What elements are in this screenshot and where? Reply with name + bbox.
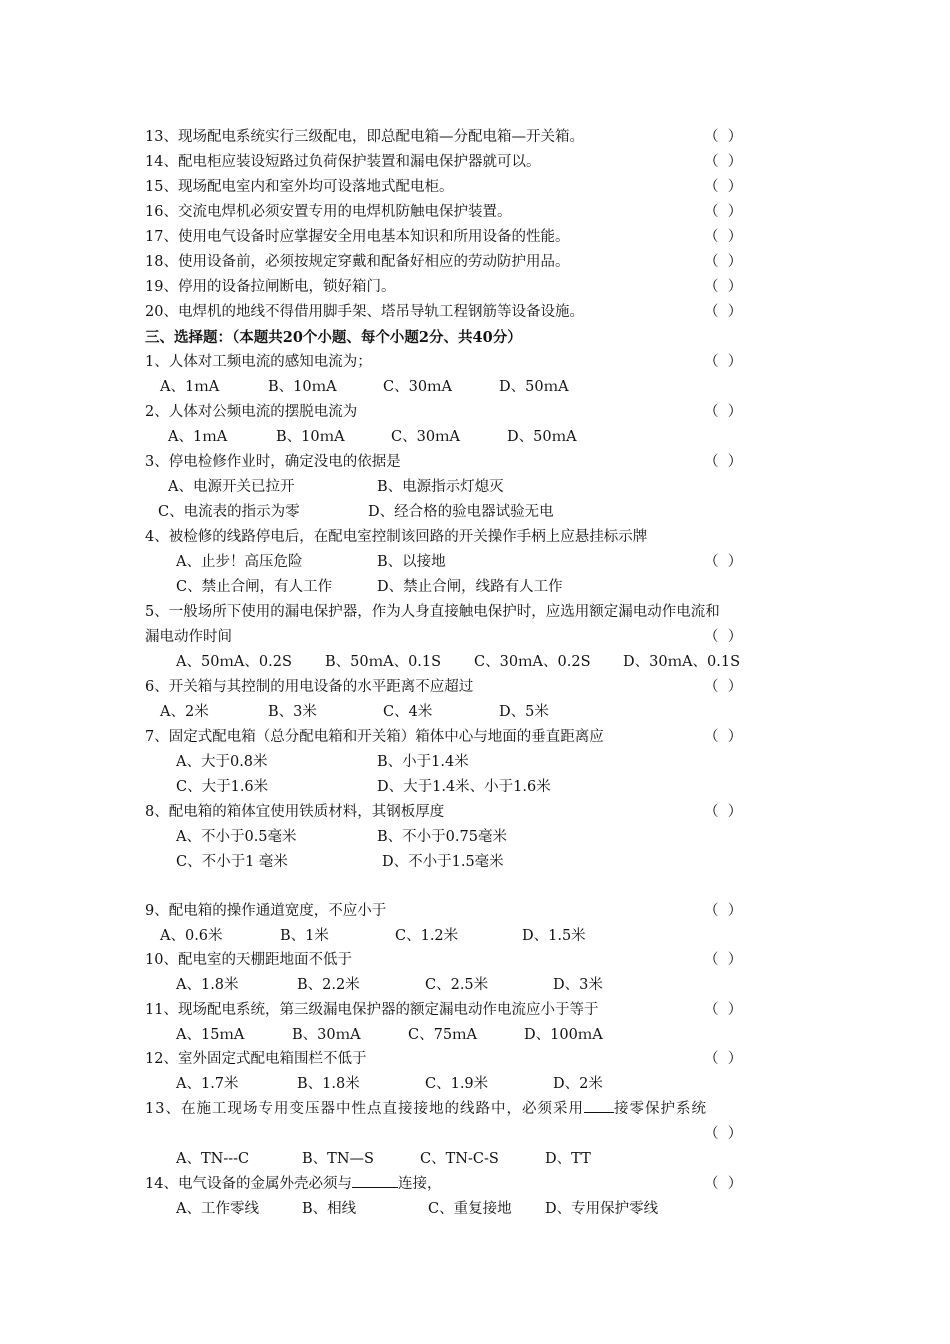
option-c: C、电流表的指示为零 xyxy=(158,504,300,520)
answer-parentheses: （ ） xyxy=(704,903,743,919)
question-text-part: 连接， xyxy=(397,1176,442,1192)
option-row xyxy=(0,825,950,850)
option-row xyxy=(0,425,950,450)
answer-parentheses: （ ） xyxy=(704,354,743,370)
option-b: B、10ｍA xyxy=(268,379,337,395)
option-a: A、2米 xyxy=(160,704,209,720)
question-stem-continued xyxy=(0,625,950,650)
question-stem xyxy=(0,998,950,1023)
question-stem xyxy=(0,1097,950,1122)
option-row xyxy=(0,375,950,400)
answer-parentheses: （ ） xyxy=(704,229,743,245)
answer-parentheses: （ ） xyxy=(704,729,743,745)
question-stem xyxy=(0,450,950,475)
tf-item xyxy=(0,300,950,325)
question-text: 9、配电箱的操作通道宽度，不应小于 xyxy=(145,903,387,919)
option-row xyxy=(0,750,950,775)
option-a: A、止步！高压危险 xyxy=(176,554,303,570)
answer-parentheses: （ ） xyxy=(704,304,743,320)
tf-item xyxy=(0,250,950,275)
option-row xyxy=(0,924,950,949)
option-b: B、不小于0.75毫米 xyxy=(377,829,507,845)
option-c: C、重复接地 xyxy=(428,1201,512,1217)
option-c: C、30ｍA、0.2S xyxy=(474,654,591,670)
option-row xyxy=(0,775,950,800)
option-d: D、1.5米 xyxy=(522,928,586,944)
option-b: B、3米 xyxy=(268,704,317,720)
option-row xyxy=(0,1023,950,1048)
tf-item-text: 20、电焊机的地线不得借用脚手架、塔吊导轨工程钢筋等设备设施。 xyxy=(145,304,584,320)
option-d: D、100ｍA xyxy=(524,1027,603,1043)
option-a: A、大于0.8米 xyxy=(176,754,268,770)
question-stem xyxy=(0,948,950,973)
tf-item xyxy=(0,275,950,300)
question-text: 7、固定式配电箱（总分配电箱和开关箱）箱体中心与地面的垂直距离应 xyxy=(145,729,604,745)
question-text: 11、现场配电系统，第三级漏电保护器的额定漏电动作电流应小于等于 xyxy=(145,1002,599,1018)
question-text: 2、人体对公频电流的摆脱电流为 xyxy=(145,404,358,420)
option-d: D、经合格的验电器试验无电 xyxy=(368,504,554,520)
option-b: B、1.8米 xyxy=(297,1076,360,1092)
option-d: D、3米 xyxy=(553,977,603,993)
tf-item xyxy=(0,175,950,200)
option-row xyxy=(0,700,950,725)
option-b: B、电源指示灯熄灭 xyxy=(377,479,504,495)
option-row xyxy=(0,575,950,600)
tf-item-text: 17、使用电气设备时应掌握安全用电基本知识和所用设备的性能。 xyxy=(145,229,570,245)
fill-blank xyxy=(584,1097,614,1113)
question-stem xyxy=(0,899,950,924)
question-stem xyxy=(0,1172,950,1197)
option-a: A、1ｍA xyxy=(168,429,228,445)
answer-parentheses: （ ） xyxy=(704,1126,743,1142)
answer-parentheses: （ ） xyxy=(704,129,743,145)
tf-item xyxy=(0,225,950,250)
option-row xyxy=(0,650,950,675)
option-b: B、1米 xyxy=(280,928,329,944)
answer-parentheses: （ ） xyxy=(704,804,743,820)
question-text xyxy=(145,1097,707,1122)
option-c: C、不小于1 毫米 xyxy=(176,854,288,870)
answer-parentheses: （ ） xyxy=(704,454,743,470)
tf-item xyxy=(0,125,950,150)
option-d: D、不小于1.5毫米 xyxy=(382,854,504,870)
option-b: B、TN—S xyxy=(302,1151,374,1167)
question-text xyxy=(145,1172,441,1197)
question-text-part: 13、在施工现场专用变压器中性点直接接地的线路中，必须采用 xyxy=(145,1101,584,1117)
question-text: 12、室外固定式配电箱围栏不低于 xyxy=(145,1051,367,1067)
option-a: A、1.7米 xyxy=(176,1076,239,1092)
option-d: D、5米 xyxy=(499,704,549,720)
option-b: B、10ｍA xyxy=(276,429,345,445)
option-d: D、50ｍA xyxy=(499,379,569,395)
tf-item-text: 16、交流电焊机必须安置专用的电焊机防触电保护装置。 xyxy=(145,204,512,220)
option-a: A、1.8米 xyxy=(176,977,239,993)
option-c: C、大于1.6米 xyxy=(176,779,269,795)
option-a: A、电源开关已拉开 xyxy=(168,479,295,495)
question-stem xyxy=(0,675,950,700)
answer-parentheses: （ ） xyxy=(704,204,743,220)
answer-parentheses: （ ） xyxy=(704,179,743,195)
answer-parentheses: （ ） xyxy=(704,404,743,420)
option-row xyxy=(0,1147,950,1172)
question-stem xyxy=(0,600,950,625)
answer-parentheses: （ ） xyxy=(704,679,743,695)
option-c: C、30ｍA xyxy=(383,379,453,395)
option-c: C、1.9米 xyxy=(425,1076,489,1092)
option-d: D、禁止合闸，线路有人工作 xyxy=(377,579,563,595)
question-stem xyxy=(0,350,950,375)
question-text-part: 14、电气设备的金属外壳必须与 xyxy=(145,1176,352,1192)
question-text: 4、被检修的线路停电后，在配电室控制该回路的开关操作手柄上应悬挂标示牌 xyxy=(145,529,648,545)
tf-item-text: 18、使用设备前，必须按规定穿戴和配备好相应的劳动防护用品。 xyxy=(145,254,570,270)
option-b: B、小于1.4米 xyxy=(377,754,469,770)
answer-parentheses: （ ） xyxy=(704,254,743,270)
answer-row xyxy=(0,1122,950,1147)
section-title: 三、选择题：（本题共20个小题、每个小题2分、共40分） xyxy=(145,329,522,346)
option-d: D、专用保护零线 xyxy=(545,1201,659,1217)
question-text: 漏电动作时间 xyxy=(145,629,232,645)
fill-blank xyxy=(352,1172,398,1188)
answer-parentheses: （ ） xyxy=(704,1176,743,1192)
tf-item-text: 14、配电柜应装设短路过负荷保护装置和漏电保护器就可以。 xyxy=(145,154,541,170)
option-a: A、不小于0.5毫米 xyxy=(176,829,297,845)
option-b: B、50ｍA、0.1S xyxy=(325,654,442,670)
option-a: A、工作零线 xyxy=(176,1201,259,1217)
option-row xyxy=(0,850,950,875)
tf-item-text: 13、现场配电系统实行三级配电，即总配电箱—分配电箱—开关箱。 xyxy=(145,129,584,145)
question-text: 5、一般场所下使用的漏电保护器，作为人身直接触电保护时，应选用额定漏电动作电流和 xyxy=(145,604,720,620)
option-d: D、30ｍA、0.1S xyxy=(623,654,741,670)
option-c: C、30ｍA xyxy=(391,429,461,445)
option-row xyxy=(0,1197,950,1222)
option-b: B、2.2米 xyxy=(297,977,360,993)
question-text: 6、开关箱与其控制的用电设备的水平距离不应超过 xyxy=(145,679,474,695)
option-d: D、TT xyxy=(545,1151,591,1167)
question-stem xyxy=(0,525,950,550)
question-text: 8、配电箱的箱体宜使用铁质材料，其钢板厚度 xyxy=(145,804,445,820)
answer-parentheses: （ ） xyxy=(704,279,743,295)
option-c: C、TN-C-S xyxy=(420,1151,499,1167)
answer-parentheses: （ ） xyxy=(704,154,743,170)
answer-parentheses: （ ） xyxy=(704,1002,743,1018)
tf-item-text: 19、停用的设备拉闸断电，锁好箱门。 xyxy=(145,279,396,295)
option-row xyxy=(0,500,950,525)
option-c: C、1.2米 xyxy=(395,928,459,944)
option-row xyxy=(0,475,950,500)
tf-item-text: 15、现场配电室内和室外均可设落地式配电柜。 xyxy=(145,179,454,195)
option-a: A、TN---C xyxy=(176,1151,250,1167)
question-text: 10、配电室的天棚距地面不低于 xyxy=(145,952,352,968)
option-a: A、1ｍA xyxy=(160,379,220,395)
option-row xyxy=(0,1072,950,1097)
option-a: A、15ｍA xyxy=(176,1027,245,1043)
question-text: 1、人体对工频电流的感知电流为； xyxy=(145,354,372,370)
question-text-part: 接零保护系统 xyxy=(613,1101,707,1117)
answer-parentheses: （ ） xyxy=(704,1051,743,1067)
option-row xyxy=(0,973,950,998)
option-c: C、4米 xyxy=(383,704,433,720)
question-stem xyxy=(0,400,950,425)
tf-item xyxy=(0,150,950,175)
option-d: D、50ｍA xyxy=(507,429,577,445)
option-b: B、30ｍA xyxy=(292,1027,361,1043)
option-b: B、以接地 xyxy=(377,554,446,570)
option-a: A、50ｍA、0.2S xyxy=(176,654,292,670)
question-stem xyxy=(0,1047,950,1072)
option-d: D、2米 xyxy=(553,1076,603,1092)
answer-parentheses: （ ） xyxy=(704,629,743,645)
option-c: C、2.5米 xyxy=(425,977,489,993)
question-stem xyxy=(0,725,950,750)
question-stem xyxy=(0,800,950,825)
option-b: B、相线 xyxy=(302,1201,357,1217)
answer-parentheses: （ ） xyxy=(704,554,743,570)
option-c: C、75ｍA xyxy=(408,1027,478,1043)
option-c: C、禁止合闸，有人工作 xyxy=(176,579,333,595)
option-a: A、0.6米 xyxy=(160,928,223,944)
tf-item xyxy=(0,200,950,225)
option-d: D、大于1.4米、小于1.6米 xyxy=(377,779,551,795)
question-text: 3、停电检修作业时，确定没电的依据是 xyxy=(145,454,401,470)
option-row xyxy=(0,550,950,575)
answer-parentheses: （ ） xyxy=(704,952,743,968)
section-heading xyxy=(0,325,950,350)
